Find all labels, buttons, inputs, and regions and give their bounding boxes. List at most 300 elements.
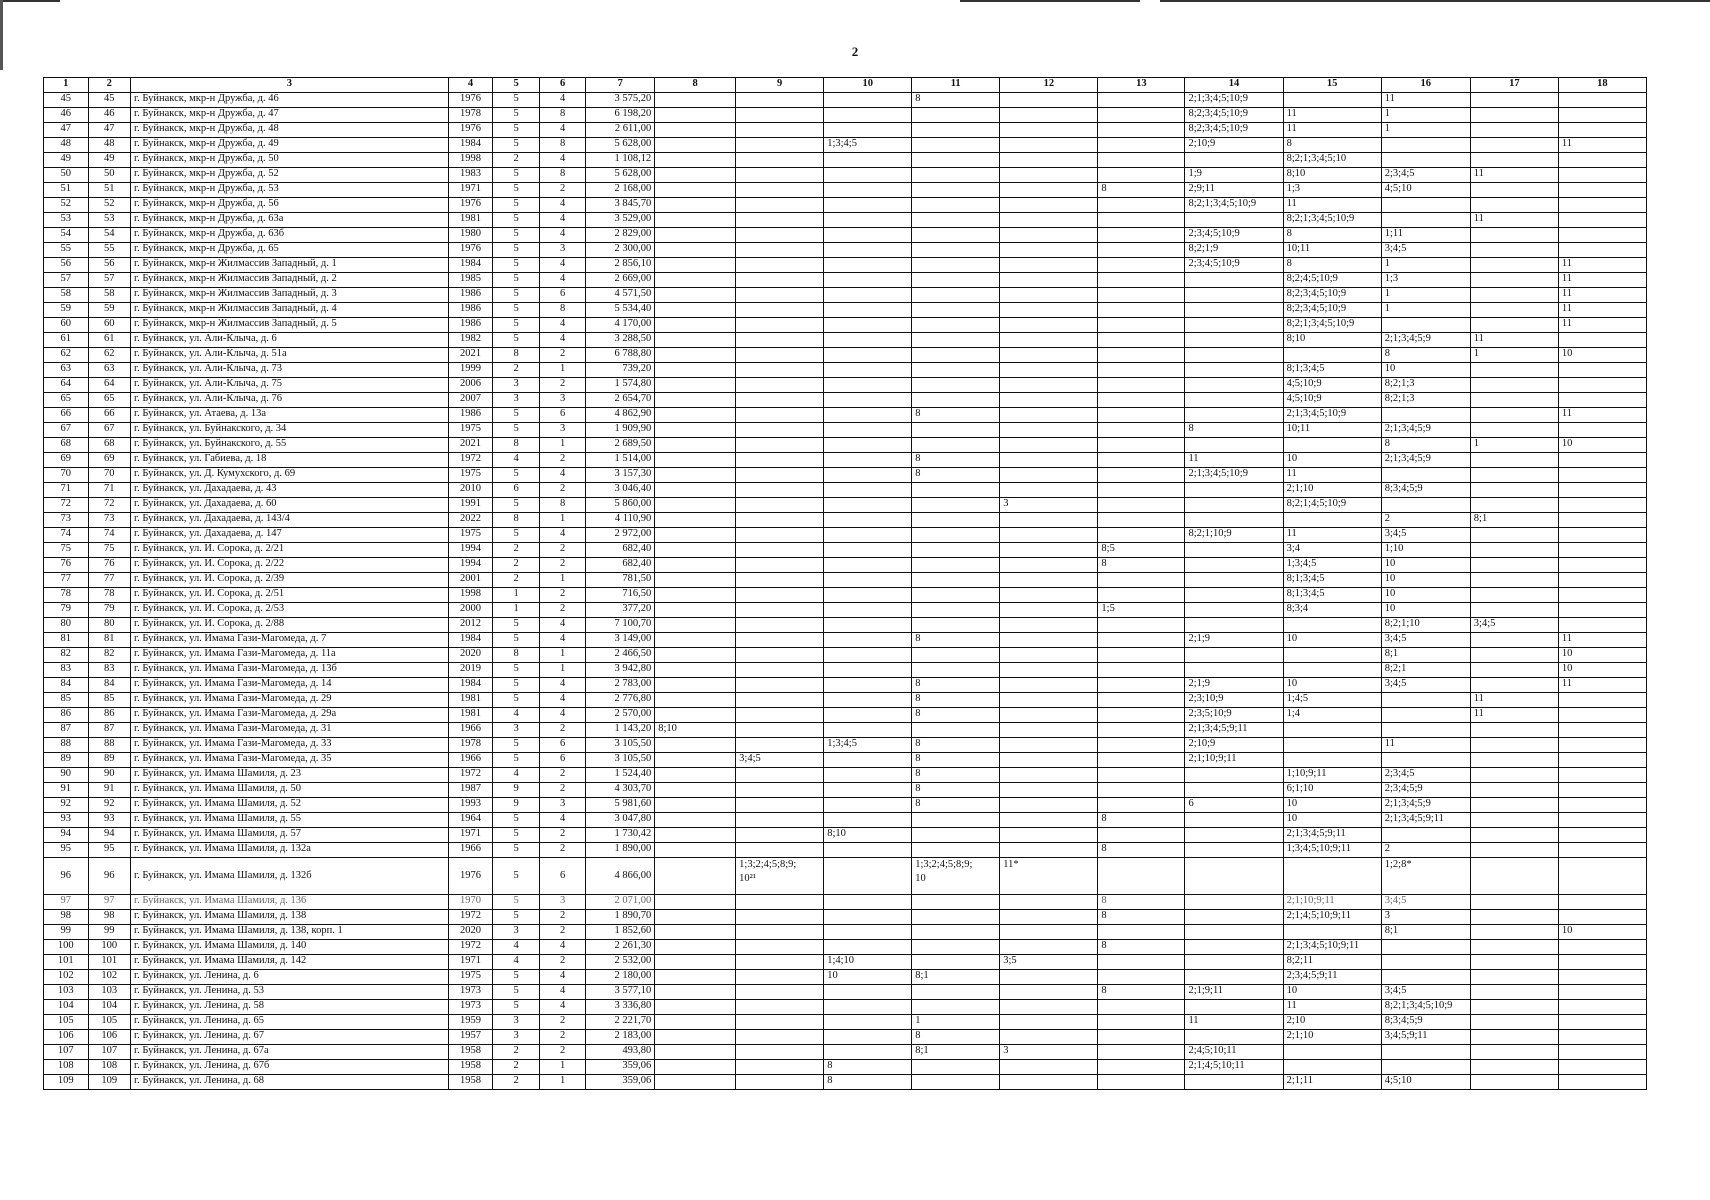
table-cell [1098,438,1185,453]
table-cell [1470,895,1558,910]
table-cell [655,183,736,198]
table-cell: 3;4;5 [1381,528,1470,543]
table-cell: 48 [88,138,131,153]
table-row [44,303,1647,318]
table-row [44,813,1647,828]
table-cell [736,183,824,198]
table-cell: 8 [912,768,1000,783]
table-cell [1098,618,1185,633]
table-cell: 1999 [448,363,493,378]
table-cell: 83 [88,663,131,678]
table-row [44,558,1647,573]
table-cell [1283,648,1381,663]
table-cell [1470,573,1558,588]
table-cell: 5 [493,303,540,318]
table-cell [1470,528,1558,543]
table-cell: 5 [493,970,540,985]
table-cell: 3 [493,378,540,393]
table-cell: 102 [44,970,89,985]
table-cell [1283,925,1381,940]
table-cell [1470,228,1558,243]
table-cell: 5 [493,213,540,228]
table-cell [655,738,736,753]
column-header: 12 [1000,78,1098,93]
table-cell: 62 [88,348,131,363]
table-cell [1000,348,1098,363]
table-row [44,168,1647,183]
table-cell [824,1045,912,1060]
table-cell: 11 [1558,408,1646,423]
table-cell [824,648,912,663]
table-cell [1558,940,1646,955]
table-cell [736,633,824,648]
table-cell [1470,925,1558,940]
table-cell [1098,663,1185,678]
table-cell: 99 [88,925,131,940]
table-cell [1381,213,1470,228]
table-cell: 1998 [448,153,493,168]
table-cell: 94 [88,828,131,843]
table-cell [912,183,1000,198]
table-cell: г. Буйнакск, ул. Имама Шамиля, д. 132б [131,858,449,895]
table-cell [1470,783,1558,798]
table-cell: 47 [88,123,131,138]
table-cell [655,138,736,153]
table-cell: 8;1 [1470,513,1558,528]
table-cell [1185,153,1283,168]
table-cell [1558,243,1646,258]
table-cell: 8 [1381,438,1470,453]
table-cell [1098,123,1185,138]
table-cell [1098,1060,1185,1075]
table-cell: 8 [1185,423,1283,438]
table-cell: г. Буйнакск, мкр-н Дружба, д. 53 [131,183,449,198]
table-cell [736,573,824,588]
table-cell [736,513,824,528]
table-cell: 10 [1558,925,1646,940]
table-cell: 7 100,70 [586,618,655,633]
table-cell: 1 108,12 [586,153,655,168]
table-cell: 1986 [448,318,493,333]
table-cell [1558,198,1646,213]
table-cell: 87 [88,723,131,738]
table-cell [824,393,912,408]
table-cell [736,828,824,843]
table-row [44,708,1647,723]
table-cell: 59 [44,303,89,318]
table-cell [736,618,824,633]
table-cell: 76 [88,558,131,573]
table-cell: 10 [824,970,912,985]
table-cell [1000,138,1098,153]
table-cell [1000,423,1098,438]
table-cell [1185,438,1283,453]
table-cell [1098,393,1185,408]
table-cell [1185,483,1283,498]
table-cell: 1;3;4;5 [824,738,912,753]
table-cell [1470,588,1558,603]
table-cell [1098,858,1185,895]
table-cell: 1 909,90 [586,423,655,438]
table-cell [1185,543,1283,558]
table-cell: 2 856,10 [586,258,655,273]
table-cell [736,738,824,753]
table-cell [1000,528,1098,543]
table-cell [1098,498,1185,513]
table-row [44,970,1647,985]
table-cell [655,753,736,768]
table-cell [736,138,824,153]
table-cell: 1 [539,648,586,663]
table-cell [912,138,1000,153]
table-cell: 8;2;1;10;9 [1185,528,1283,543]
table-cell: г. Буйнакск, ул. Имама Шамиля, д. 23 [131,768,449,783]
table-cell: 4 [493,940,540,955]
table-cell: 4;5;10;9 [1283,378,1381,393]
table-cell: 2001 [448,573,493,588]
table-cell [1000,228,1098,243]
table-cell: 64 [88,378,131,393]
table-row [44,573,1647,588]
table-cell: 8;2;1;4;5;10;9 [1283,498,1381,513]
table-cell [1185,648,1283,663]
table-cell: 8;10 [655,723,736,738]
table-cell [1098,213,1185,228]
table-cell [1098,955,1185,970]
table-cell [655,768,736,783]
table-cell: 2 [539,378,586,393]
table-cell: 87 [44,723,89,738]
table-cell [1185,393,1283,408]
table-cell: г. Буйнакск, ул. Дахадаева, д. 60 [131,498,449,513]
table-cell: 2 [539,955,586,970]
table-cell: 8 [493,513,540,528]
table-cell [655,693,736,708]
table-cell [1470,723,1558,738]
table-cell: 1;4;10 [824,955,912,970]
table-cell: 1;3;4;5;10;9;11 [1283,843,1381,858]
table-cell [824,513,912,528]
table-cell [824,723,912,738]
table-cell: 8 [1098,910,1185,925]
table-cell: 1;5 [1098,603,1185,618]
table-cell [1098,970,1185,985]
table-cell [824,348,912,363]
table-cell [1470,910,1558,925]
table-cell: 8 [539,138,586,153]
table-cell: 4 [539,333,586,348]
table-cell: 72 [44,498,89,513]
table-cell: 93 [44,813,89,828]
table-cell: 11 [1558,318,1646,333]
table-cell: 109 [44,1075,89,1090]
table-cell [1185,828,1283,843]
table-cell [1000,753,1098,768]
table-cell [1098,333,1185,348]
table-cell: 10 [1381,363,1470,378]
table-cell: 3;4;5 [1470,618,1558,633]
table-cell [655,243,736,258]
table-cell: 5 [493,1000,540,1015]
table-cell [912,813,1000,828]
table-cell: 5 [493,813,540,828]
table-cell: 4 [539,258,586,273]
table-cell: 11 [1185,453,1283,468]
table-cell [1381,955,1470,970]
table-cell: 1;3 [1283,183,1381,198]
table-cell: 69 [88,453,131,468]
table-cell [1098,708,1185,723]
table-cell [655,925,736,940]
table-cell: 81 [44,633,89,648]
table-cell [1558,588,1646,603]
table-cell: 5 [493,468,540,483]
table-cell: 5 [493,910,540,925]
table-cell: 8 [1098,558,1185,573]
table-cell [824,910,912,925]
table-row [44,138,1647,153]
table-cell [1098,453,1185,468]
table-cell: 4 [493,453,540,468]
table-cell: 8 [1098,813,1185,828]
table-cell: 107 [88,1045,131,1060]
table-cell: 3 [493,723,540,738]
table-cell: г. Буйнакск, мкр-н Жилмассив Западный, д. 3 [131,288,449,303]
table-cell: г. Буйнакск, мкр-н Жилмассив Западный, д. 1 [131,258,449,273]
table-cell: 8;2;3;4;5;10;9 [1185,108,1283,123]
table-cell: 66 [44,408,89,423]
table-cell [1558,723,1646,738]
table-cell: 75 [88,543,131,558]
table-cell [1558,378,1646,393]
table-cell: 102 [88,970,131,985]
table-cell [1558,985,1646,1000]
table-row [44,543,1647,558]
table-cell [824,123,912,138]
table-cell: 1 [1381,288,1470,303]
table-cell: 1975 [448,423,493,438]
table-cell [1098,678,1185,693]
column-number-header-row [44,78,1647,93]
table-cell [1558,333,1646,348]
table-body [44,93,1647,1090]
table-cell [1470,858,1558,895]
table-cell: 4 [539,153,586,168]
table-cell: 2 [539,558,586,573]
table-cell: 3 046,40 [586,483,655,498]
table-cell [1098,303,1185,318]
table-cell [1558,543,1646,558]
table-cell: 10 [1381,603,1470,618]
table-cell [824,708,912,723]
table-cell [1558,828,1646,843]
table-cell: 11 [1470,708,1558,723]
table-cell: 1;10;9;11 [1283,768,1381,783]
table-cell: 2;4;5;10;11 [1185,1045,1283,1060]
table-cell [1185,573,1283,588]
table-row [44,228,1647,243]
table-cell [1000,123,1098,138]
table-cell [1470,483,1558,498]
table-cell: г. Буйнакск, ул. Имама Гази-Магомеда, д. 14 [131,678,449,693]
table-cell [1558,123,1646,138]
table-cell: 1981 [448,693,493,708]
table-cell [824,663,912,678]
table-cell [655,1060,736,1075]
table-cell: 72 [88,498,131,513]
table-cell [736,528,824,543]
table-cell [1470,108,1558,123]
table-row [44,438,1647,453]
table-cell: 69 [44,453,89,468]
table-cell: 70 [88,468,131,483]
table-cell [1000,363,1098,378]
table-cell [1098,378,1185,393]
table-cell [1558,693,1646,708]
table-cell [1470,738,1558,753]
table-row [44,663,1647,678]
table-row [44,588,1647,603]
table-cell [655,955,736,970]
table-cell [1000,483,1098,498]
table-cell: 106 [88,1030,131,1045]
table-cell: 739,20 [586,363,655,378]
table-cell: 10 [1283,678,1381,693]
table-cell: 1984 [448,678,493,693]
table-cell: 3;4;5 [1381,633,1470,648]
table-cell: 3 575,20 [586,93,655,108]
table-cell: 4 [539,693,586,708]
table-cell [736,243,824,258]
table-cell: г. Буйнакск, ул. Али-Клыча, д. 75 [131,378,449,393]
table-cell [1470,1015,1558,1030]
table-cell: 5 628,00 [586,138,655,153]
table-row [44,648,1647,663]
table-cell: 1;2;8* [1381,858,1470,895]
table-cell: 54 [44,228,89,243]
table-cell: 1975 [448,970,493,985]
table-cell [824,813,912,828]
table-cell: 5 [493,895,540,910]
table-cell: 5 [493,693,540,708]
table-row [44,1015,1647,1030]
table-cell [824,1030,912,1045]
table-cell: 2 [493,1075,540,1090]
table-cell: 1966 [448,723,493,738]
table-cell: 3 [1381,910,1470,925]
table-cell [1185,940,1283,955]
table-row [44,363,1647,378]
table-cell: 2;3;4;5;10;9 [1185,258,1283,273]
table-cell: 91 [44,783,89,798]
table-cell: 59 [88,303,131,318]
table-row [44,333,1647,348]
table-cell [736,408,824,423]
table-cell: 1986 [448,288,493,303]
table-cell: 8 [1098,985,1185,1000]
table-row [44,1045,1647,1060]
table-cell: 1;4;5 [1283,693,1381,708]
table-cell: 8;2;3;4;5;10;9 [1283,303,1381,318]
table-cell: 5 [493,123,540,138]
table-cell: 5 628,00 [586,168,655,183]
table-cell [736,1075,824,1090]
table-cell: 68 [88,438,131,453]
table-cell [912,273,1000,288]
table-cell [1558,513,1646,528]
table-cell [736,228,824,243]
table-cell: 1 514,00 [586,453,655,468]
table-cell: 51 [44,183,89,198]
table-cell [1558,93,1646,108]
table-cell: 4 [539,273,586,288]
table-cell [1000,738,1098,753]
table-cell: 11 [1558,273,1646,288]
table-cell: 5 [493,288,540,303]
table-cell: 1976 [448,198,493,213]
table-cell: 682,40 [586,543,655,558]
table-cell [655,153,736,168]
table-cell: 1 [1381,258,1470,273]
table-cell [1000,1000,1098,1015]
table-cell: 8;2;1;3;4;5;10;9 [1283,318,1381,333]
table-cell [1000,333,1098,348]
table-cell [824,228,912,243]
table-cell: 8 [1283,258,1381,273]
table-cell: 2;1;3;4;5;9 [1381,798,1470,813]
table-cell: 11* [1000,858,1098,895]
table-cell [1381,198,1470,213]
table-row [44,798,1647,813]
table-cell [912,108,1000,123]
table-cell: 1983 [448,168,493,183]
table-cell: 86 [88,708,131,723]
table-cell [912,258,1000,273]
table-cell: 4 [539,1000,586,1015]
table-cell: 4 [539,970,586,985]
table-cell: 2;1;3;4;5;9;11 [1381,813,1470,828]
table-cell: 8 [1098,940,1185,955]
table-cell [1381,498,1470,513]
table-cell: 3 [539,393,586,408]
table-cell [655,1000,736,1015]
table-cell: 3;4;5 [1381,678,1470,693]
table-cell: 2020 [448,925,493,940]
table-cell: 101 [88,955,131,970]
table-cell [655,648,736,663]
table-cell: г. Буйнакск, мкр-н Жилмассив Западный, д. 5 [131,318,449,333]
table-cell: 8 [1098,895,1185,910]
table-cell: 74 [44,528,89,543]
table-cell: 3 047,80 [586,813,655,828]
table-cell: 3;5 [1000,955,1098,970]
table-cell: 61 [44,333,89,348]
table-cell: 2 [539,723,586,738]
table-cell [1470,183,1558,198]
table-cell: 1;10 [1381,543,1470,558]
table-cell: 53 [44,213,89,228]
table-cell [1470,663,1558,678]
table-cell: 11 [1558,633,1646,648]
table-cell: 78 [88,588,131,603]
table-cell [1470,955,1558,970]
table-row [44,378,1647,393]
table-cell: 76 [44,558,89,573]
table-cell [824,940,912,955]
table-cell [1558,753,1646,768]
table-cell: 3 157,30 [586,468,655,483]
table-cell: 2 829,00 [586,228,655,243]
